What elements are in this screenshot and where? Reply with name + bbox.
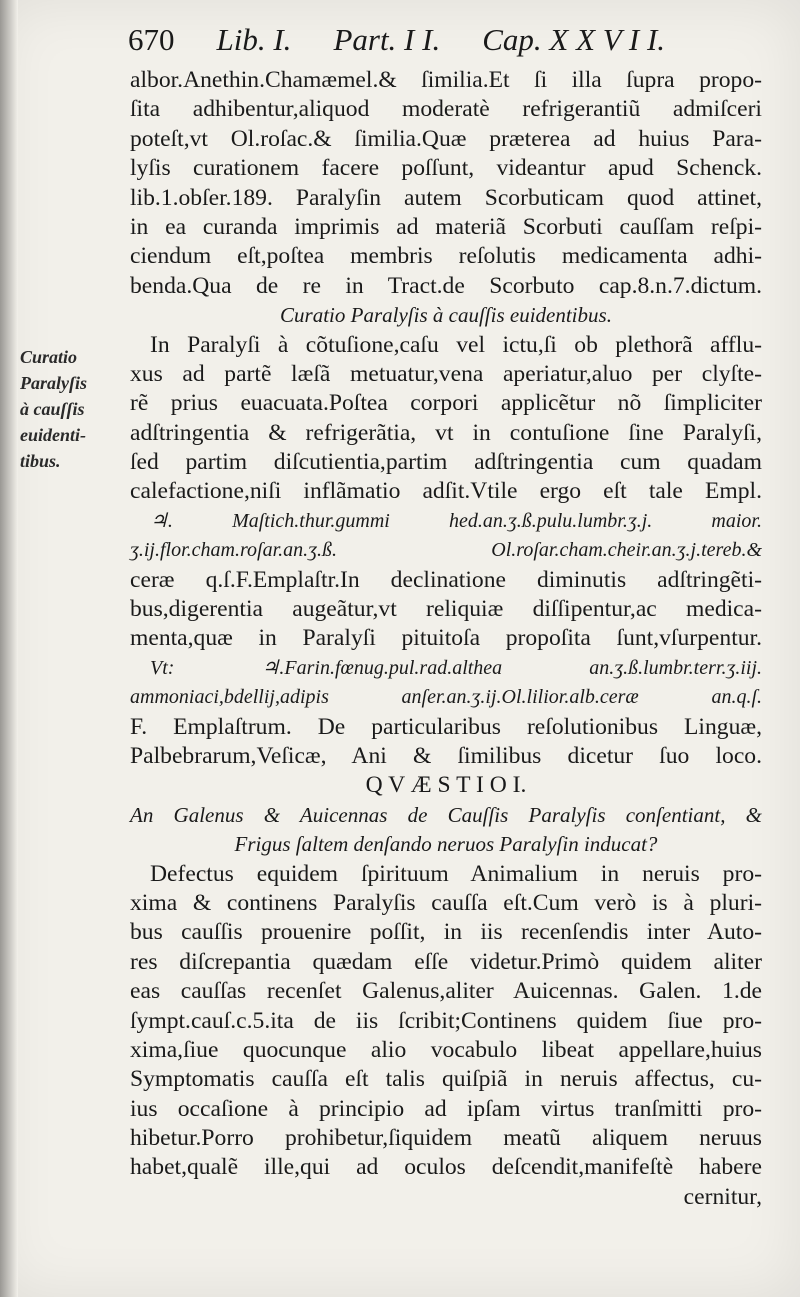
text-line: Defectus equidem ſpirituum Animalium in neruis pro- [150, 860, 762, 887]
text-line: adſtringentia & refrigerãtia, vt in contuſione ſine Paralyſi, [130, 419, 762, 446]
text-line: bus cauſſis prouenire poſſit, in iis recenſendis inter Auto- [130, 919, 762, 946]
text-line: lyſis curationem facere poſſunt, videantur apud Schenck. [130, 155, 762, 182]
text-line: eas cauſſas recenſet Galenus,aliter Auicennas. Galen. 1.de [130, 978, 762, 1005]
margin-note-line: euidenti- [20, 425, 86, 445]
margin-note-line: à cauſſis [20, 399, 85, 419]
recipe-line: ʒ.ij.flor.cham.roſar.an.ʒ.ß. Ol.roſar.cham.cheir.an.ʒ.j.tereb.& [130, 539, 762, 562]
margin-note-line: Curatio [20, 347, 78, 367]
text-line: ſita adhibentur,aliquod moderatè refrigerantiũ admiſceri [130, 96, 762, 123]
margin-note [20, 344, 130, 474]
text-line: bus,digerentia augeãtur,vt reliquiæ diſſipentur,ac medica- [130, 596, 762, 623]
text-line: menta,quæ in Paralyſi pituitoſa propoſita ſunt,vſurpentur. [130, 625, 762, 652]
recipe-line: ♃. Maſtich.thur.gummi hed.an.ʒ.ß.pulu.lumbr.ʒ.j. maior. [150, 509, 762, 532]
text-line: rẽ prius euacuata.Poſtea corpori applicẽtur nõ ſimpliciter [130, 390, 762, 417]
text-line: albor.Anethin.Chamæmel.& ſimilia.Et ſi illa ſupra propo- [130, 67, 762, 93]
binding-shadow [0, 0, 18, 1297]
margin-note-line: tibus. [20, 451, 61, 471]
section-subheading: Curatio Paralyſis à cauſſis euidentibus. [280, 303, 612, 328]
text-line: habet,qualẽ ille,qui ad oculos deſcendit,manifeſtè habere [130, 1154, 762, 1181]
page-number: 670 [128, 22, 175, 57]
text-line: ceræ q.ſ.F.Emplaſtr.In declinatione diminutis adſtringẽti- [130, 566, 762, 593]
text-line: poteſt,vt Ol.roſac.& ſimilia.Quæ præterea ad huius Para- [130, 125, 762, 152]
question-line: Frigus ſaltem denſando neruos Paralyſin inducat? [234, 832, 658, 857]
text-line: F. Emplaſtrum. De particularibus reſolutionibus Linguæ, [130, 713, 762, 740]
text-line: ciendum eſt,poſtea membris reſolutis medicamenta adhi- [130, 243, 762, 270]
text-line: Symptomatis cauſſa eſt talis quiſpiã in neruis affectus, cu- [130, 1066, 762, 1093]
text-line: ſympt.cauſ.c.5.ita de iis ſcribit;Continens quidem ſiue pro- [130, 1007, 762, 1034]
header-chapter: Cap. X X V I I. [482, 22, 666, 57]
margin-note-line: Paralyſis [20, 373, 87, 393]
text-line: In Paralyſi à cõtuſione,caſu vel ictu,ſi ob plethorã afflu- [150, 331, 762, 358]
question-line: An Galenus & Auicennas de Cauſſis Paralyſis conſentiant, & [130, 802, 762, 827]
question-title: Q V Æ S T I O I. [365, 772, 527, 799]
text-line: in ea curanda imprimis ad materiã Scorbuti cauſſam reſpi- [130, 213, 762, 240]
text-line: xus ad partẽ læſã metuatur,vena aperiatur,aluo per clyſte- [130, 360, 762, 387]
text-line: res diſcrepantia quædam eſſe videtur.Primò quidem aliter [130, 948, 762, 975]
header-book: Lib. I. [216, 22, 292, 57]
text-line: benda.Qua de re in Tract.de Scorbuto cap.8.n.7.dictum. [130, 272, 762, 299]
text-line: ſed partim diſcutientia,partim adſtringentia cum quadam [130, 449, 762, 476]
recipe-line: Vt: ♃.Farin.fœnug.pul.rad.althea an.ʒ.ß.lumbr.terr.ʒ.iij. [150, 656, 762, 679]
main-text [130, 66, 762, 1212]
text-line: lib.1.obſer.189. Paralyſin autem Scorbuticam quod attinet, [130, 184, 762, 211]
text-line: calefactione,niſi inflãmatio adſit.Vtile ergo eſt tale Empl. [130, 478, 762, 505]
text-line: xima & continens Paralyſis cauſſa eſt.Cum verò is à pluri- [130, 889, 762, 916]
header-part: Part. I I. [333, 22, 441, 57]
text-line: xima,ſiue quocunque alio vocabulo libeat appellare,huius [130, 1036, 762, 1063]
text-line: hibetur.Porro prohibetur,ſiquidem meatũ aliquem neruus [130, 1125, 762, 1152]
running-header [128, 22, 768, 62]
text-line: Palbebrarum,Veſicæ, Ani & ſimilibus dicetur ſuo loco. [130, 742, 762, 769]
text-line: ius occaſione à principio ad ipſam virtus tranſmitti pro- [130, 1095, 762, 1122]
catchword: cernitur, [683, 1183, 762, 1210]
recipe-line: ammoniaci,bdellij,adipis anſer.an.ʒ.ij.Ol.lilior.alb.ceræ an.q.ſ. [130, 686, 762, 709]
